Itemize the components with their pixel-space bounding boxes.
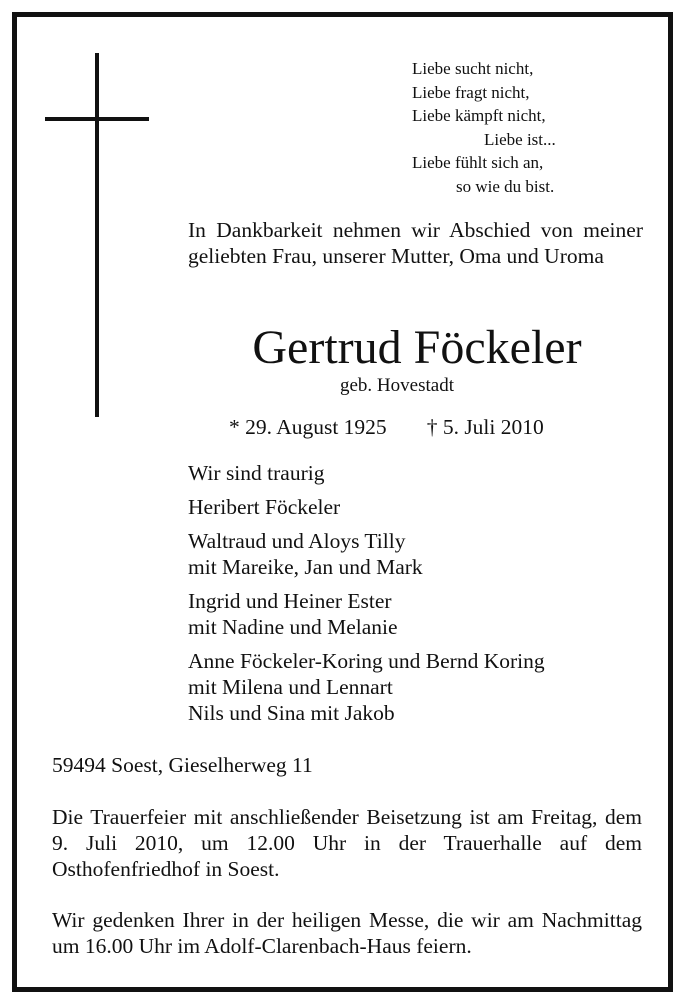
mourner-group (188, 648, 545, 726)
address: 59494 Soest, Gieselherweg 11 (52, 753, 313, 777)
notice-border (12, 12, 673, 992)
poem-line: so wie du bist. (456, 176, 555, 196)
mourner-line: mit Milena und Lennart (188, 675, 393, 699)
mourners-list (188, 460, 545, 734)
cross-icon (95, 53, 99, 417)
intro-text: In Dankbarkeit nehmen wir Abschied von meiner geliebten Frau, unserer Mutter, Oma und Uroma (188, 218, 643, 268)
poem-line: Liebe sucht nicht, (412, 59, 534, 78)
birth-name: geb. Hovestadt (340, 375, 454, 396)
poem-line: Liebe fragt nicht, (412, 82, 530, 102)
deceased-name: Gertrud Föckeler (252, 321, 582, 374)
mourner-line: mit Nadine und Melanie (188, 615, 398, 639)
birth-date: * 29. August 1925 (229, 415, 387, 439)
poem-line: Liebe ist... (484, 129, 556, 149)
mourner-line: Ingrid und Heiner Ester (188, 589, 392, 613)
mourner-line: mit Mareike, Jan und Mark (188, 555, 423, 579)
cross-icon-bar (45, 117, 149, 121)
mass-info: Wir gedenken Ihrer in der heiligen Messe, die wir am Nachmittag um 16.00 Uhr im Adolf-Clarenbach-Haus feiern. (52, 908, 642, 958)
mourner-line: Nils und Sina mit Jakob (188, 701, 395, 725)
poem (412, 57, 642, 198)
death-date: † 5. Juli 2010 (426, 415, 544, 439)
life-dates (229, 413, 544, 441)
poem-line: Liebe fühlt sich an, (412, 153, 544, 172)
ceremony-info: Die Trauerfeier mit anschließender Beisetzung ist am Freitag, dem 9. Juli 2010, um 12.00 Uhr in der Trauerhalle auf dem Osthofenfriedhof in Soest. (52, 805, 642, 881)
mourner-line: Anne Föckeler-Koring und Bernd Koring (188, 649, 545, 673)
mourner-line: Heribert Föckeler (188, 495, 341, 519)
poem-line: Liebe kämpft nicht, (412, 106, 546, 125)
mourners-heading: Wir sind traurig (188, 461, 325, 485)
mourner-group (188, 588, 545, 640)
mourner-group (188, 494, 545, 520)
mourner-group (188, 528, 545, 580)
mourner-line: Waltraud und Aloys Tilly (188, 529, 406, 553)
